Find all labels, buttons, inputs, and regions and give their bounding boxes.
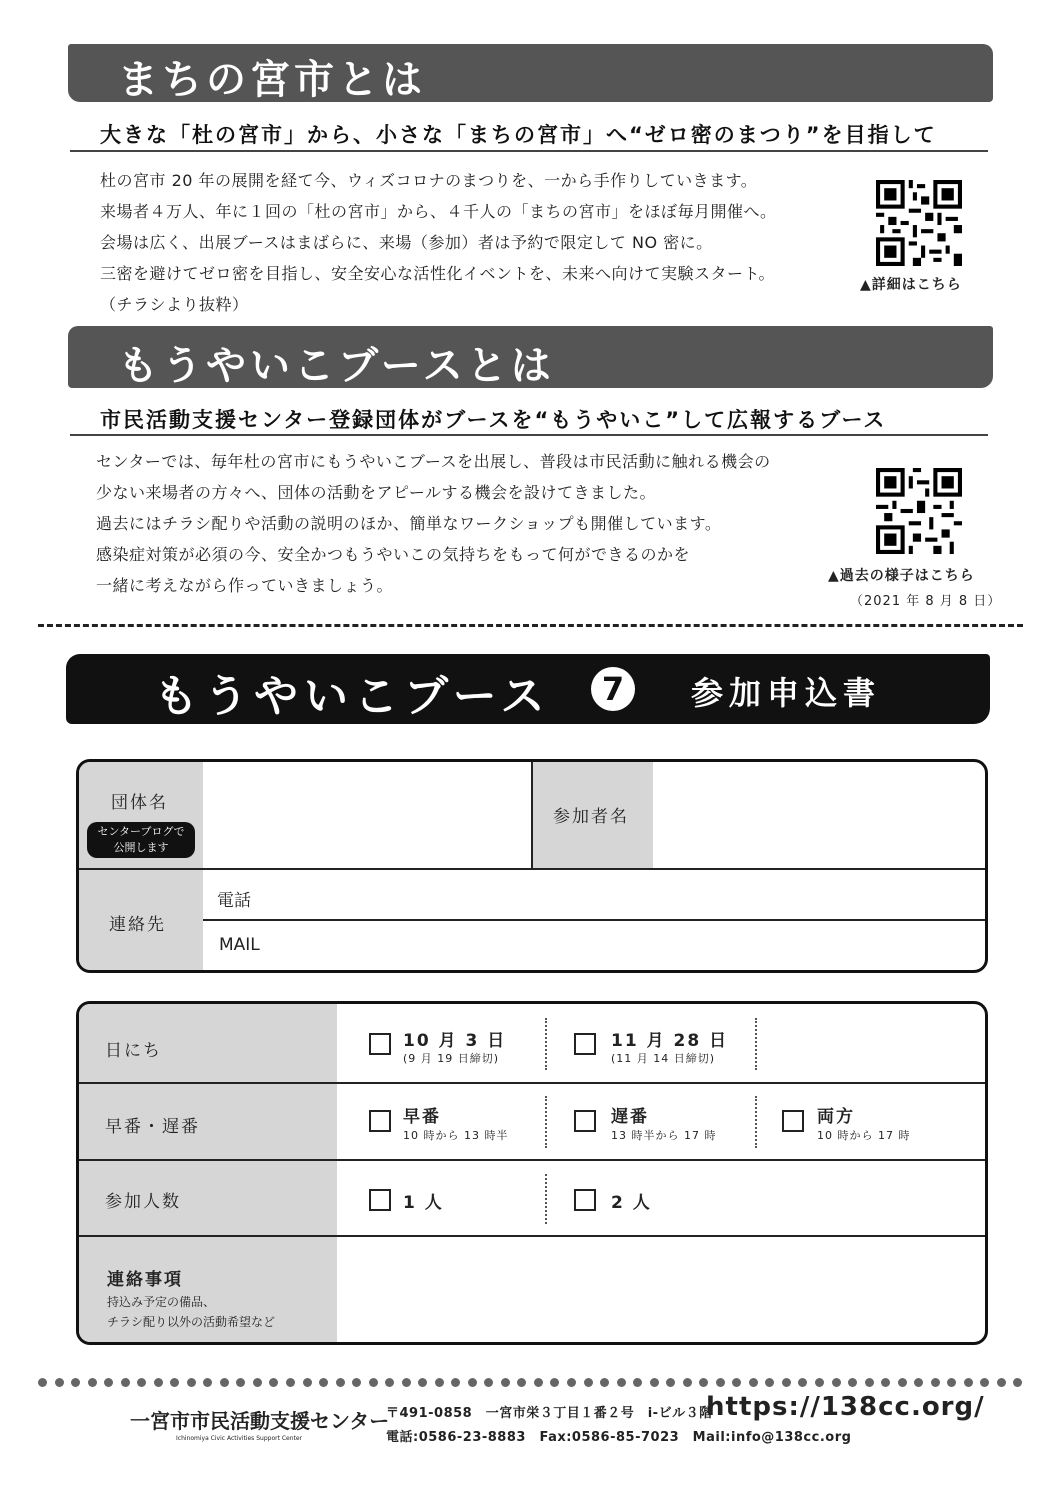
- shift-option-main: 両方: [817, 1107, 855, 1127]
- divider: [203, 919, 985, 921]
- org-english-name: Ichinomiya Civic Activities Support Center: [176, 1435, 303, 1442]
- people-option: 1 人: [403, 1193, 444, 1213]
- section2-line: 一緒に考えながら作っていきましょう。: [96, 576, 394, 595]
- section2-banner: [68, 326, 993, 388]
- qr-caption-past: ▲過去の様子はこちら: [828, 568, 975, 584]
- group-name-label: 団体名: [111, 793, 168, 813]
- notes-hint: 持込み予定の備品、: [107, 1295, 216, 1309]
- group-name-label-cell: [79, 762, 203, 868]
- divider: [545, 1096, 547, 1148]
- section2-line: 感染症対策が必須の今、安全かつもうやいこの気持ちをもって何ができるのかを: [96, 545, 691, 564]
- section1-line: 来場者４万人、年に１回の「杜の宮市」から、４千人の「まちの宮市」をほぼ毎月開催へ。: [100, 202, 777, 221]
- org-logo: [130, 1405, 390, 1442]
- section1-title: まちの宮市とは: [118, 57, 426, 103]
- notes-input[interactable]: [337, 1237, 985, 1342]
- footer-contact: 電話:0586-23-8883 Fax:0586-85-7023 Mail:info@138cc.org: [386, 1430, 852, 1445]
- date-option-deadline: (9 月 19 日締切): [403, 1052, 500, 1065]
- form-title-suffix: 参加申込書: [691, 674, 882, 712]
- footer-dotted-border: [38, 1378, 1023, 1390]
- section1-body: [100, 165, 840, 320]
- section1-line: 三密を避けてゼロ密を目指し、安全安心な活性化イベントを、未来へ向けて実験スタート。: [100, 264, 776, 283]
- shift-option-main: 早番: [403, 1107, 441, 1127]
- date-label-cell: [79, 1004, 337, 1082]
- form-header-banner: [66, 654, 990, 724]
- notes-label: 連絡事項: [107, 1270, 183, 1290]
- blog-publish-note: 公開します: [113, 841, 169, 854]
- date-option-deadline: (11 月 14 日締切): [611, 1052, 716, 1065]
- date-option-main: 10 月 3 日: [403, 1031, 507, 1051]
- people-count-label: 参加人数: [105, 1192, 181, 1212]
- people-option: 2 人: [611, 1193, 652, 1213]
- participant-name-label: 参加者名: [553, 807, 629, 827]
- qr-code-details[interactable]: [876, 180, 962, 266]
- date-label: 日にち: [105, 1041, 162, 1061]
- date-checkbox-nov28[interactable]: [574, 1033, 596, 1055]
- section1-subtitle: 大きな「杜の宮市」から、小さな「まちの宮市」へ“ゼロ密のまつり”を目指して: [100, 123, 937, 147]
- participant-name-input[interactable]: [653, 762, 985, 868]
- footer-url[interactable]: https://138cc.org/: [706, 1392, 985, 1422]
- shift-checkbox-late[interactable]: [574, 1110, 596, 1132]
- people-checkbox-1[interactable]: [369, 1189, 391, 1211]
- contact-label-cell: [79, 870, 203, 970]
- notes-hint: チラシ配り以外の活動希望など: [107, 1315, 276, 1329]
- contact-label: 連絡先: [109, 915, 166, 935]
- section2-line: センターでは、毎年杜の宮市にもうやいこブースを出展し、普段は市民活動に触れる機会の: [96, 452, 771, 471]
- section1-banner: [68, 44, 993, 102]
- blog-publish-badge: [87, 822, 195, 858]
- section1-underline: [70, 150, 988, 152]
- shift-option-time: 13 時半から 17 時: [611, 1129, 717, 1142]
- shift-option-time: 10 時から 17 時: [817, 1129, 911, 1142]
- section2-line: 過去にはチラシ配りや活動の説明のほか、簡単なワークショップも開催しています。: [96, 514, 722, 533]
- shift-option-time: 10 時から 13 時半: [403, 1129, 509, 1142]
- date-option-main: 11 月 28 日: [611, 1031, 729, 1051]
- mail-input[interactable]: [279, 922, 969, 966]
- participant-label-cell: [533, 762, 653, 868]
- blog-publish-note: センターブログで: [97, 825, 185, 838]
- cut-line: [38, 624, 1023, 627]
- shift-checkbox-early[interactable]: [369, 1110, 391, 1132]
- schedule-form: [76, 1001, 988, 1345]
- divider: [755, 1018, 757, 1070]
- divider: [79, 868, 985, 870]
- footer-address: 〒491-0858 一宮市栄３丁目１番２号 i-ビル３階: [386, 1406, 713, 1421]
- divider: [545, 1174, 547, 1224]
- section1-line: 杜の宮市 20 年の展開を経て今、ウィズコロナのまつりを、一から手作りしていきます。: [100, 171, 758, 190]
- divider: [755, 1096, 757, 1148]
- mail-label: MAIL: [219, 935, 260, 955]
- people-checkbox-2[interactable]: [574, 1189, 596, 1211]
- people-label-cell: [79, 1161, 337, 1235]
- section1-line: 会場は広く、出展ブースはまばらに、来場（参加）者は予約で限定して NO 密に。: [100, 233, 713, 252]
- date-checkbox-oct3[interactable]: [369, 1033, 391, 1055]
- form-badge: 7: [591, 667, 635, 711]
- shift-checkbox-both[interactable]: [782, 1110, 804, 1132]
- shift-label: 早番・遅番: [105, 1117, 200, 1137]
- section2-body: [96, 446, 846, 601]
- section2-subtitle: 市民活動支援センター登録団体がブースを“もうやいこ”して広報するブース: [100, 408, 887, 432]
- form-title: もうやいこブース: [154, 671, 551, 722]
- notes-label-cell: [79, 1237, 337, 1342]
- contact-form: [76, 759, 988, 973]
- phone-label: 電話: [217, 891, 251, 911]
- shift-label-cell: [79, 1084, 337, 1159]
- section2-line: 少ない来場者の方々へ、団体の活動をアピールする機会を設けてきました。: [96, 483, 657, 502]
- phone-input[interactable]: [269, 872, 969, 916]
- divider: [545, 1018, 547, 1070]
- group-name-input[interactable]: [203, 762, 531, 868]
- section2-underline: [70, 434, 988, 436]
- qr-date-past: （2021 年 8 月 8 日）: [850, 594, 1002, 609]
- shift-option-main: 遅番: [611, 1107, 649, 1127]
- org-name: 一宮市市民活動支援センター: [130, 1409, 390, 1433]
- qr-code-past[interactable]: [876, 468, 962, 554]
- section1-line: （チラシより抜粋）: [100, 295, 249, 314]
- qr-caption-details: ▲詳細はこちら: [860, 277, 962, 293]
- section2-title: もうやいこブースとは: [118, 343, 555, 389]
